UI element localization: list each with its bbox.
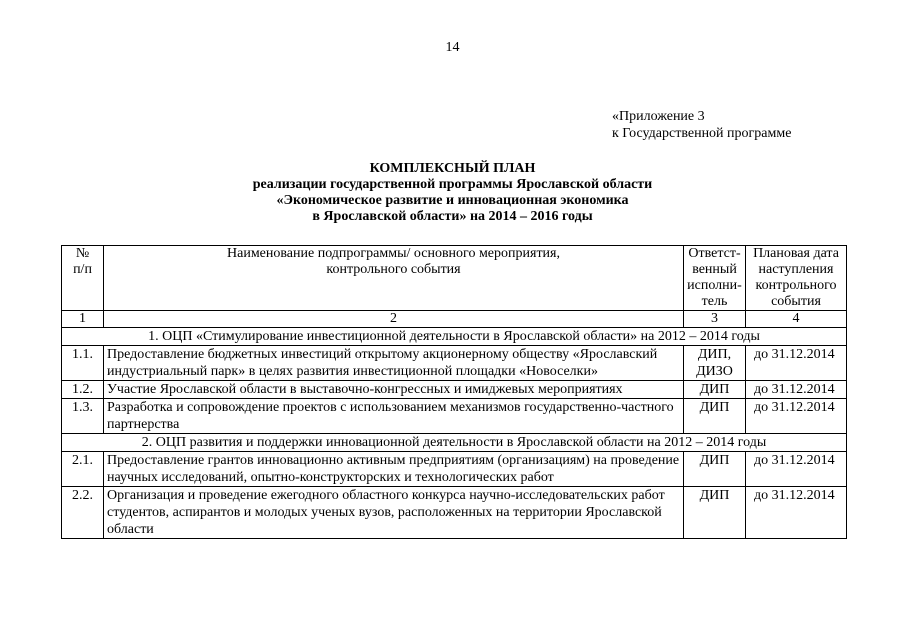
row-date: до 31.12.2014 (746, 381, 847, 399)
row-date: до 31.12.2014 (746, 487, 847, 539)
row-name: Предоставление бюджетных инвестиций открытому акционерному обществу «Ярославский индустриальный парк» в целях развития инвестиционной площадки «Новоселки» (104, 346, 684, 381)
header-date (746, 246, 847, 311)
row-date: до 31.12.2014 (746, 346, 847, 381)
row-number: 1.1. (62, 346, 104, 381)
header-date-line-3: контрольного (755, 278, 837, 293)
plan-table (61, 245, 847, 539)
row-date: до 31.12.2014 (746, 399, 847, 434)
row-date: до 31.12.2014 (746, 452, 847, 487)
header-date-line-2: наступления (758, 262, 834, 277)
row-number: 2.2. (62, 487, 104, 539)
table-row (62, 487, 847, 539)
page-number: 14 (445, 40, 460, 55)
appendix-line-2: к Государственной программе (612, 126, 792, 141)
table-row (62, 346, 847, 381)
column-index-row (62, 311, 847, 328)
appendix-line-1: «Приложение 3 (612, 109, 705, 124)
header-exec-line-1: Ответст- (688, 246, 741, 261)
appendix-note (612, 108, 791, 142)
header-date-line-1: Плановая дата (753, 246, 839, 261)
row-name: Разработка и сопровождение проектов с использованием механизмов государственно-частного партнерства (104, 399, 684, 434)
header-name-line-1: Наименование подпрограммы/ основного мероприятия, (227, 246, 560, 261)
section-title-2: 2. ОЦП развития и поддержки инновационной деятельности в Ярославской области на 2012 – 2014 годы (62, 434, 847, 452)
section-row-1 (62, 328, 847, 346)
document-title (0, 161, 905, 225)
column-index-cell: 1 (62, 311, 104, 328)
header-name (104, 246, 684, 311)
title-line-2: реализации государственной программы Ярославской области (252, 177, 653, 192)
table-header-row (62, 246, 847, 311)
header-exec-line-3: исполни- (687, 278, 742, 293)
column-index-cell: 3 (684, 311, 746, 328)
header-name-line-2: контрольного события (326, 262, 461, 277)
header-num-line-2: п/п (73, 262, 92, 277)
row-executor: ДИП (684, 452, 746, 487)
table-row (62, 399, 847, 434)
column-index-cell: 2 (104, 311, 684, 328)
row-name: Предоставление грантов инновационно активным предприятиям (организациям) на проведение научных исследований, опытно-конструкторских и технологических работ (104, 452, 684, 487)
title-line-4: в Ярославской области» на 2014 – 2016 годы (312, 209, 593, 224)
column-index-cell: 4 (746, 311, 847, 328)
row-number: 1.2. (62, 381, 104, 399)
table-row (62, 381, 847, 399)
header-executor (684, 246, 746, 311)
title-line-3: «Экономическое развитие и инновационная экономика (276, 193, 629, 208)
row-number: 1.3. (62, 399, 104, 434)
header-num (62, 246, 104, 311)
row-executor: ДИП (684, 399, 746, 434)
row-executor: ДИП (684, 381, 746, 399)
row-number: 2.1. (62, 452, 104, 487)
row-name: Организация и проведение ежегодного областного конкурса научно-исследовательских работ студентов, аспирантов и молодых ученых вузов, расположенных на территории Ярославской области (104, 487, 684, 539)
header-exec-line-2: венный (692, 262, 737, 277)
row-name: Участие Ярославской области в выставочно-конгрессных и имиджевых мероприятиях (104, 381, 684, 399)
header-date-line-4: события (771, 294, 821, 309)
header-num-line-1: № (75, 246, 90, 261)
table-row (62, 452, 847, 487)
title-line-1: КОМПЛЕКСНЫЙ ПЛАН (369, 161, 536, 176)
section-title-1: 1. ОЦП «Стимулирование инвестиционной деятельности в Ярославской области» на 2012 – 2014 годы (62, 328, 847, 346)
row-executor: ДИП (684, 487, 746, 539)
row-executor: ДИП, ДИЗО (684, 346, 746, 381)
section-row-2 (62, 434, 847, 452)
header-exec-line-4: тель (701, 294, 728, 309)
